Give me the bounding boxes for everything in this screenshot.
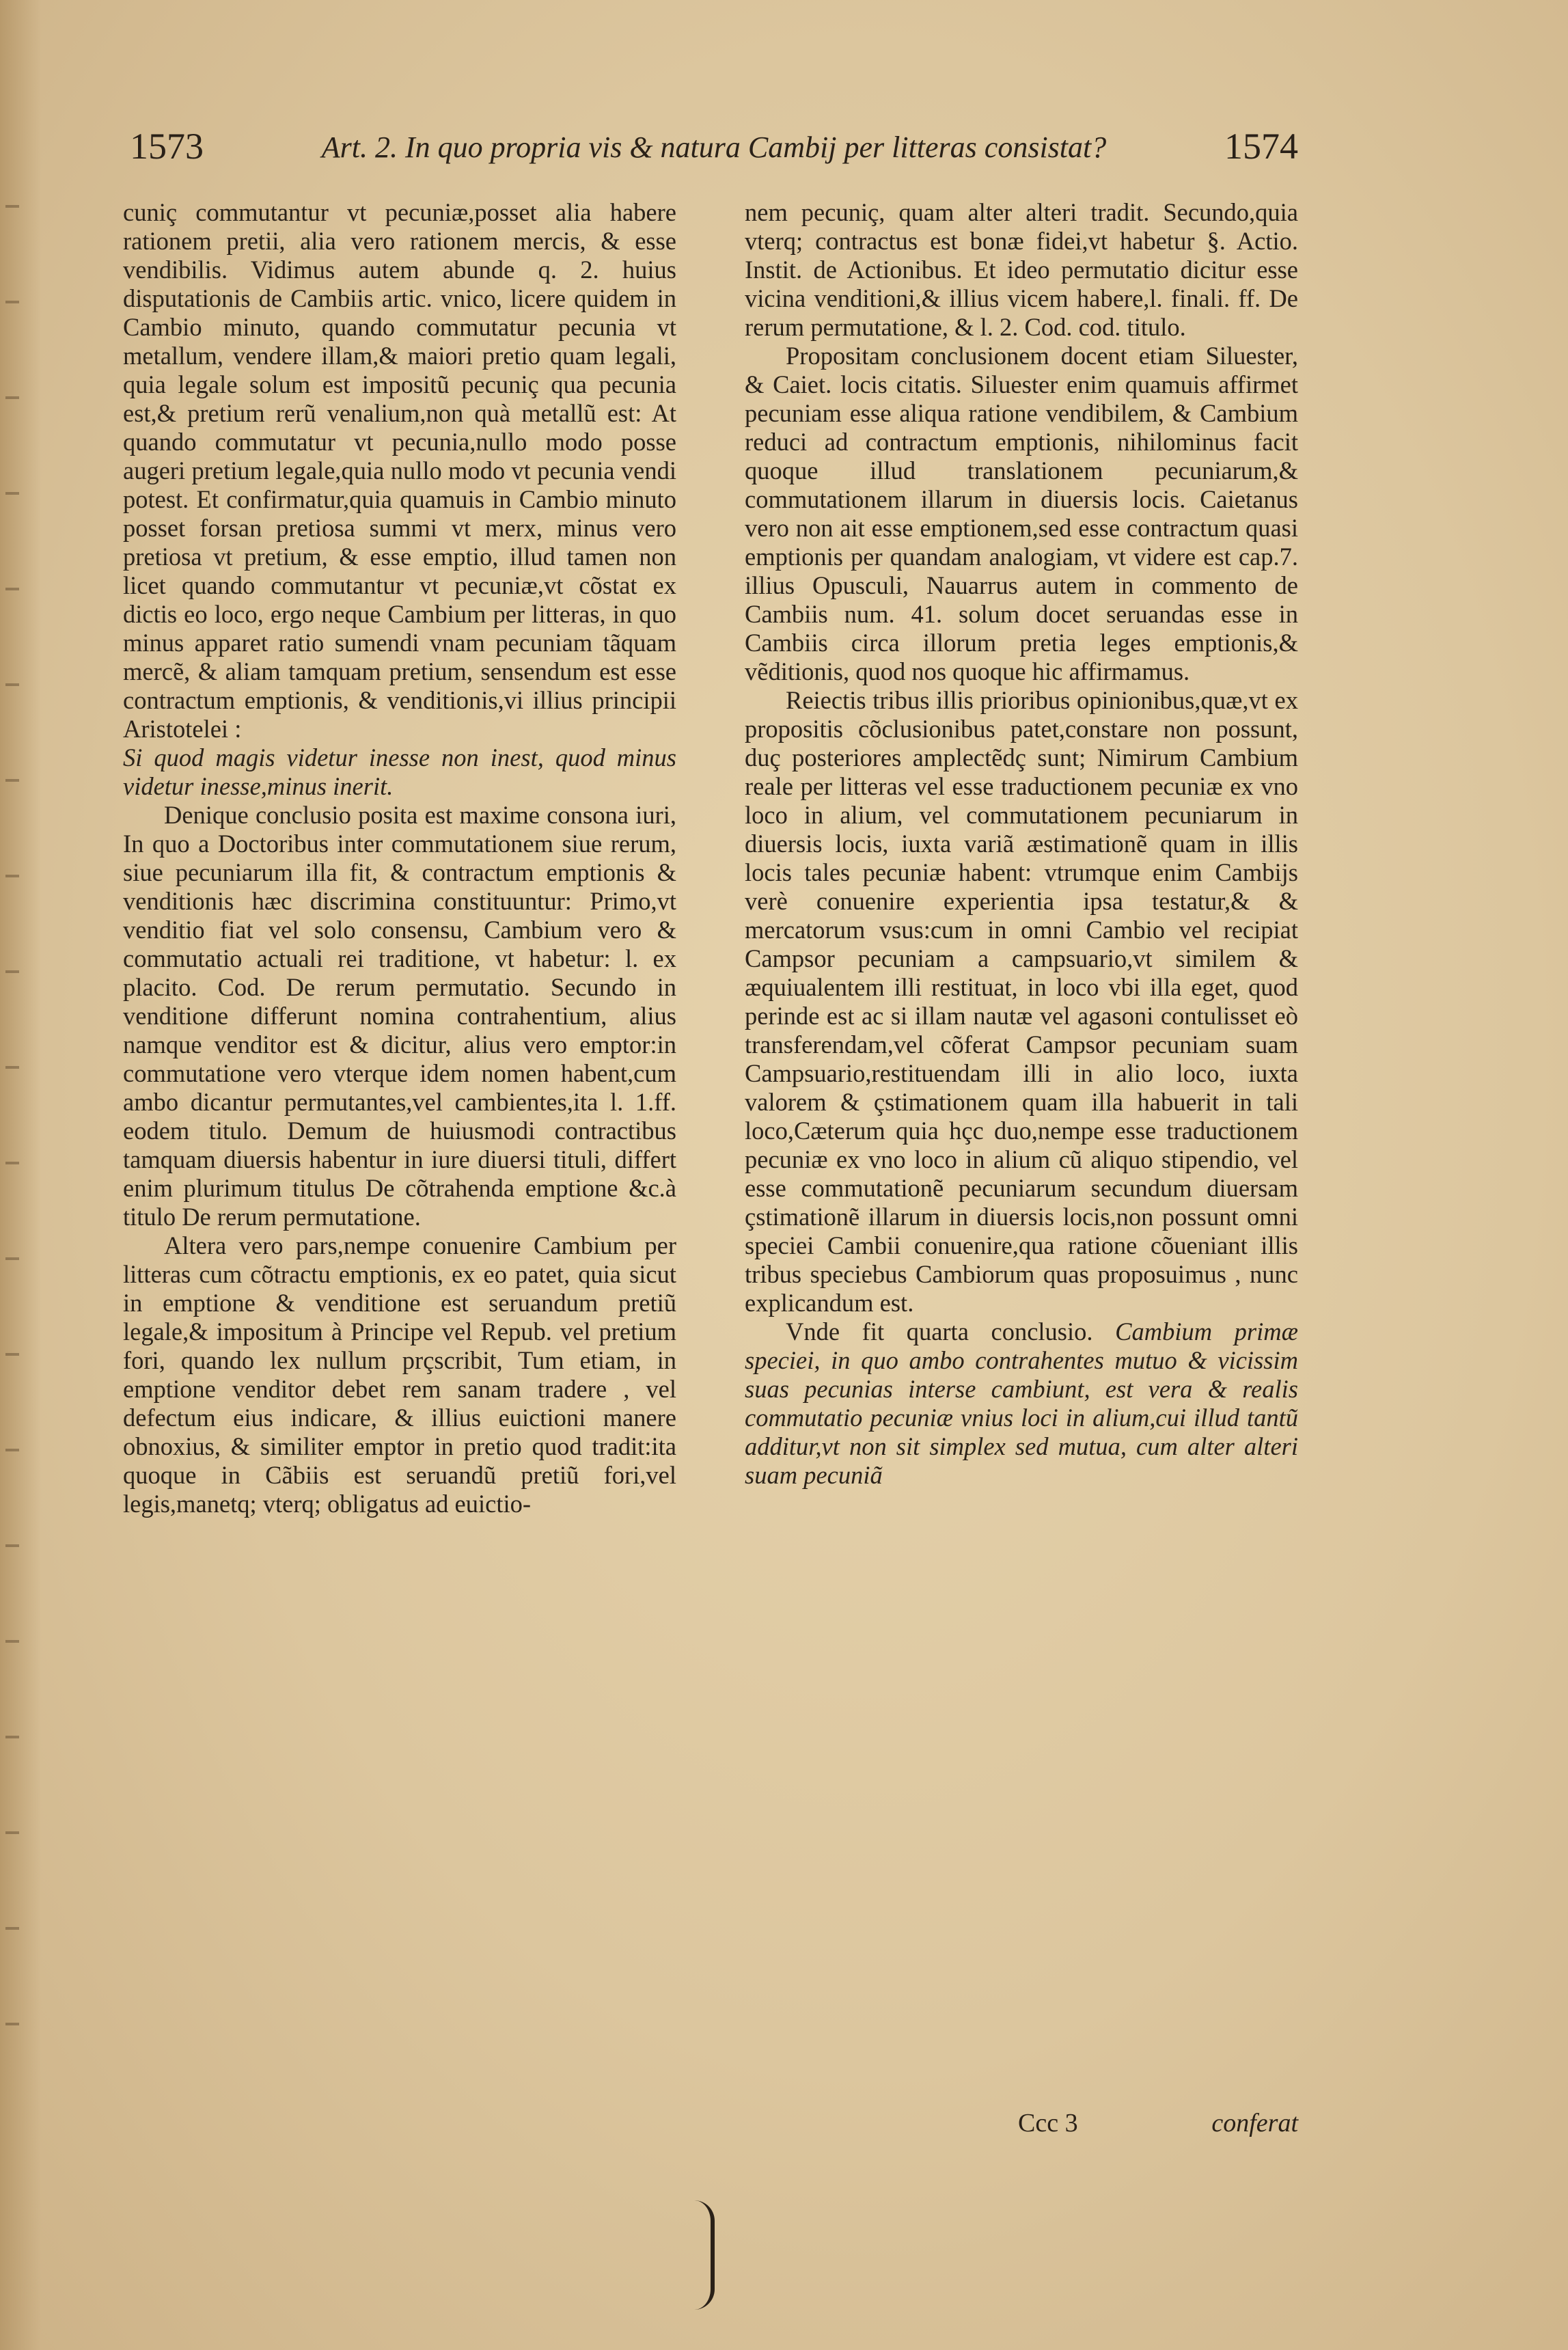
- paragraph: nem pecuniç, quam alter alteri tradit. Secundo,quia vterq; contractus est bonæ fidei,vt habetur §. Actio. Instit. de Actionibus. Et ideo permutatio dicitur esse vicina venditioni,& illius vicem habere,l. finali. ff. De rerum permutatione, & l. 2. Cod. cod. titulo.: [745, 198, 1298, 341]
- page-number-left: 1573: [130, 126, 204, 167]
- paragraph: Altera vero pars,nempe conuenire Cambium per litteras cum cõtractu emptionis, ex eo patet, quia sicut in emptione & venditione est seruandum pretiũ legale,& impositum à Principe vel Repub. vel pretium fori, quando lex nullum prçscribit, Tum etiam, in emptione venditor debet rem sanam tradere , vel defectum eius indicare, & illius euictioni manere obnoxius, & similiter emptor in pretio quod tradit:ita quoque in Cãbiis est seruandũ pretiũ fori,vel legis,manetq; vterq; obligatus ad euictio-: [123, 1231, 676, 1518]
- paragraph: cuniç commutantur vt pecuniæ,posset alia habere rationem pretii, alia vero rationem mercis, & esse vendibilis. Vidimus autem abunde q. 2. huius disputationis de Cambiis artic. vnico, licere quidem in Cambio minuto, quando commutatur pecunia vt metallum, vendere illam,& maiori pretio quam legali, quia legale solum est impositũ pecuniç qua pecunia est,& pretium rerũ venalium,non quà metallũ est: At quando commutatur vt pecunia,nullo modo posse augeri pretium legale,quia nullo modo vt pecunia vendi potest. Et confirmatur,quia quamuis in Cambio minuto posset forsan pretiosa summi vt merx, minus vero pretiosa vt pretium, & esse emptio, illud tamen non licet quando commutantur vt pecuniæ,vt cõstat ex dictis eo loco, ergo neque Cambium per litteras, in quo minus apparet ratio sumendi vnam pecuniam tãquam mercẽ, & aliam tamquam pretium, sensendum est esse contractum emptionis, & venditionis,vi illius principii Aristotelei :: [123, 198, 676, 743]
- conclusion-lead: Vnde fit quarta conclusio.: [786, 1317, 1093, 1345]
- right-column: [745, 198, 1298, 1490]
- running-title: Art. 2. In quo propria vis & natura Cambij per litteras consistat?: [321, 131, 1107, 164]
- page-header: [130, 124, 1298, 172]
- quotation: Si quod magis videtur inesse non inest, quod minus videtur inesse,minus inerit.: [123, 743, 676, 800]
- paragraph: Propositam conclusionem docent etiam Siluester, & Caiet. locis citatis. Siluester enim quamuis affirmet pecuniam esse aliqua ratione vendibilem, & Cambium reduci ad contractum emptionis, nihilominus facit quoque illud translationem pecuniarum,& commutationem illarum in diuersis locis. Caietanus vero non ait esse emptionem,sed esse contractum quasi emptionis per quandam analogiam, vt videre est cap.7. illius Opusculi, Nauarrus autem in commento de Cambiis num. 41. solum docet seruandas esse in Cambiis circa illorum pretia leges emptionis,& vẽditionis, quod nos quoque hic affirmamus.: [745, 342, 1298, 685]
- ink-bracket-mark: [683, 2200, 715, 2310]
- left-column: [123, 198, 676, 1518]
- paragraph: Denique conclusio posita est maxime consona iuri, In quo a Doctoribus inter commutationem siue rerum, siue pecuniarum illa fit, & contractum emptionis & venditionis hæc discrimina constituuntur: Primo,vt venditio fiat vel solo consensu, Cambium vero & commutatio actuali rei traditione, vt habetur: l. ex placito. Cod. De rerum permutatio. Secundo in venditione differunt nomina contrahentium, alius namque venditor est & dicitur, alius vero emptor:in commutatione vero vterque idem nomen habent,cum ambo dicantur permutantes,vel cambientes,ita l. 1.ff. eodem titulo. Demum de huiusmodi contractibus tamquam diuersis habentur in iure diuersi tituli, differt enim plurimum titulus De cõtrahenda emptione &c.à titulo De rerum permutatione.: [123, 801, 676, 1231]
- paragraph: Reiectis tribus illis prioribus opinionibus,quæ,vt ex propositis cõclusionibus patet,constare non possunt, duç posteriores amplectẽdç sunt; Nimirum Cambium reale per litteras vel esse traductionem pecuniæ ex vno loco in alium, vel commutationem pecuniarum in diuersis locis, iuxta variã æstimationẽ quam in illis locis tales pecuniæ habent: vtrumque enim Cambijs verè conuenire experientia ipsa testatur,& & mercatorum vsus:cum in omni Cambio vel recipiat Campsor pecuniam a campsuario,vt similem & æquiualentem illi restituat, in loco vbi illa eget, quod perinde est ac si illam nautæ vel agasoni contulisset eò transferendam,vel cõferat Campsor pecuniam suam Campsuario,restituendam illi in alio loco, iuxta valorem & çstimationem quam illa habuerit in tali loco,Cæterum quia hçc duo,nempe esse traductionem pecuniæ ex vno loco in alium cũ aliquo stipendio, vel esse commutationẽ pecuniarum secundum diuersam çstimationẽ illarum in diuersis locis,non possunt omni speciei Cambii conuenire,qua ratione cõueniant illis tribus speciebus Cambiorum quas proposuimus , nunc explicandum est.: [745, 686, 1298, 1317]
- conclusion-paragraph: [745, 1317, 1298, 1490]
- page-footer: [745, 2108, 1298, 2142]
- page-number-right: 1574: [1224, 126, 1298, 167]
- margin-marks: [5, 205, 19, 2118]
- catchword: conferat: [1211, 2109, 1298, 2137]
- conclusion-italic: Cambium primæ speciei, in quo ambo contrahentes mutuo & vicissim suas pecunias interse cambiunt, est vera & realis commutatio pecuniæ vnius loci in alium,cui illud tantũ additur,vt non sit simplex sed mutua, cum alter alteri suam pecuniã: [745, 1317, 1298, 1489]
- signature-mark: Ccc 3: [1018, 2109, 1078, 2137]
